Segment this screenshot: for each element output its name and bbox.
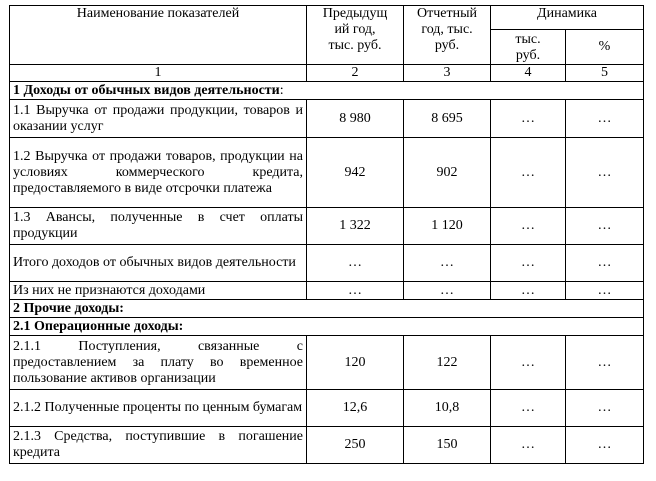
row-curr: 8 695 — [404, 100, 491, 138]
row-label: Из них не признаются доходами — [10, 282, 307, 300]
row-pct: … — [566, 100, 644, 138]
row-label: 2.1.2 Полученные проценты по ценным бумагам — [10, 390, 307, 427]
table-row — [10, 245, 644, 282]
section2-title: 2 Прочие доходы: — [10, 300, 644, 318]
col-number: 3 — [404, 65, 491, 82]
header-current-year — [404, 6, 491, 65]
header-dyn-pct: % — [566, 30, 644, 65]
row-prev: 250 — [307, 427, 404, 464]
row-curr: 150 — [404, 427, 491, 464]
column-number-row — [10, 65, 644, 82]
row-curr: 122 — [404, 336, 491, 390]
row-prev: 120 — [307, 336, 404, 390]
row-pct: … — [566, 245, 644, 282]
section-row — [10, 300, 644, 318]
income-table — [9, 5, 644, 464]
row-pct: … — [566, 390, 644, 427]
table-row — [10, 282, 644, 300]
row-prev: … — [307, 282, 404, 300]
row-abs: … — [491, 336, 566, 390]
row-prev: … — [307, 245, 404, 282]
row-label: 1.2 Выручка от продажи товаров, продукции на условиях коммерческого кредита, предоставляемого в виде отсрочки платежа — [10, 138, 307, 208]
row-pct: … — [566, 208, 644, 245]
header-curr-line1: Отчетный — [417, 6, 477, 21]
row-label: 1.3 Авансы, полученные в счет оплаты продукции — [10, 208, 307, 245]
header-name: Наименование показателей — [10, 6, 307, 65]
table-row — [10, 427, 644, 464]
row-prev: 12,6 — [307, 390, 404, 427]
header-prev-line1: Предыдущ — [322, 6, 388, 21]
row-curr: 1 120 — [404, 208, 491, 245]
table-row — [10, 336, 644, 390]
row-curr: 902 — [404, 138, 491, 208]
row-pct: … — [566, 138, 644, 208]
row-pct: … — [566, 282, 644, 300]
row-abs: … — [491, 390, 566, 427]
col-number: 5 — [566, 65, 644, 82]
row-curr: 10,8 — [404, 390, 491, 427]
row-curr: … — [404, 282, 491, 300]
row-label: 2.1.3 Средства, поступившие в погашение кредита — [10, 427, 307, 464]
section1-colon: : — [279, 82, 284, 98]
table-row — [10, 100, 644, 138]
row-abs: … — [491, 245, 566, 282]
table-row — [10, 208, 644, 245]
row-abs: … — [491, 138, 566, 208]
section-row — [10, 318, 644, 336]
row-abs: … — [491, 208, 566, 245]
header-dyn-abs-line1: тыс. — [515, 32, 541, 47]
col-number: 1 — [10, 65, 307, 82]
row-prev: 8 980 — [307, 100, 404, 138]
header-curr-line2: год, тыс. — [421, 22, 473, 37]
section21-title: 2.1 Операционные доходы: — [10, 318, 644, 336]
row-curr: … — [404, 245, 491, 282]
col-number: 4 — [491, 65, 566, 82]
row-label: Итого доходов от обычных видов деятельности — [10, 245, 307, 282]
table-row — [10, 138, 644, 208]
header-curr-line3: руб. — [434, 38, 460, 53]
section-title — [10, 82, 644, 100]
col-number: 2 — [307, 65, 404, 82]
header-prev-line2: ий год, — [334, 22, 376, 37]
section-row — [10, 82, 644, 100]
row-pct: … — [566, 336, 644, 390]
section1-title: 1 Доходы от обычных видов деятельности — [13, 82, 280, 98]
row-label: 1.1 Выручка от продажи продукции, товаров и оказании услуг — [10, 100, 307, 138]
header-dyn-abs-line2: руб. — [515, 48, 541, 63]
header-prev-year — [307, 6, 404, 65]
table-row — [10, 390, 644, 427]
row-abs: … — [491, 100, 566, 138]
row-label: 2.1.1 Поступления, связанные с предоставлением за плату во временное пользование активов организации — [10, 336, 307, 390]
header-prev-line3: тыс. руб. — [328, 38, 382, 53]
header-dynamics: Динамика — [491, 6, 644, 30]
header-dyn-abs — [491, 30, 566, 65]
row-prev: 1 322 — [307, 208, 404, 245]
row-abs: … — [491, 282, 566, 300]
row-prev: 942 — [307, 138, 404, 208]
row-pct: … — [566, 427, 644, 464]
row-abs: … — [491, 427, 566, 464]
header-row — [10, 6, 644, 30]
